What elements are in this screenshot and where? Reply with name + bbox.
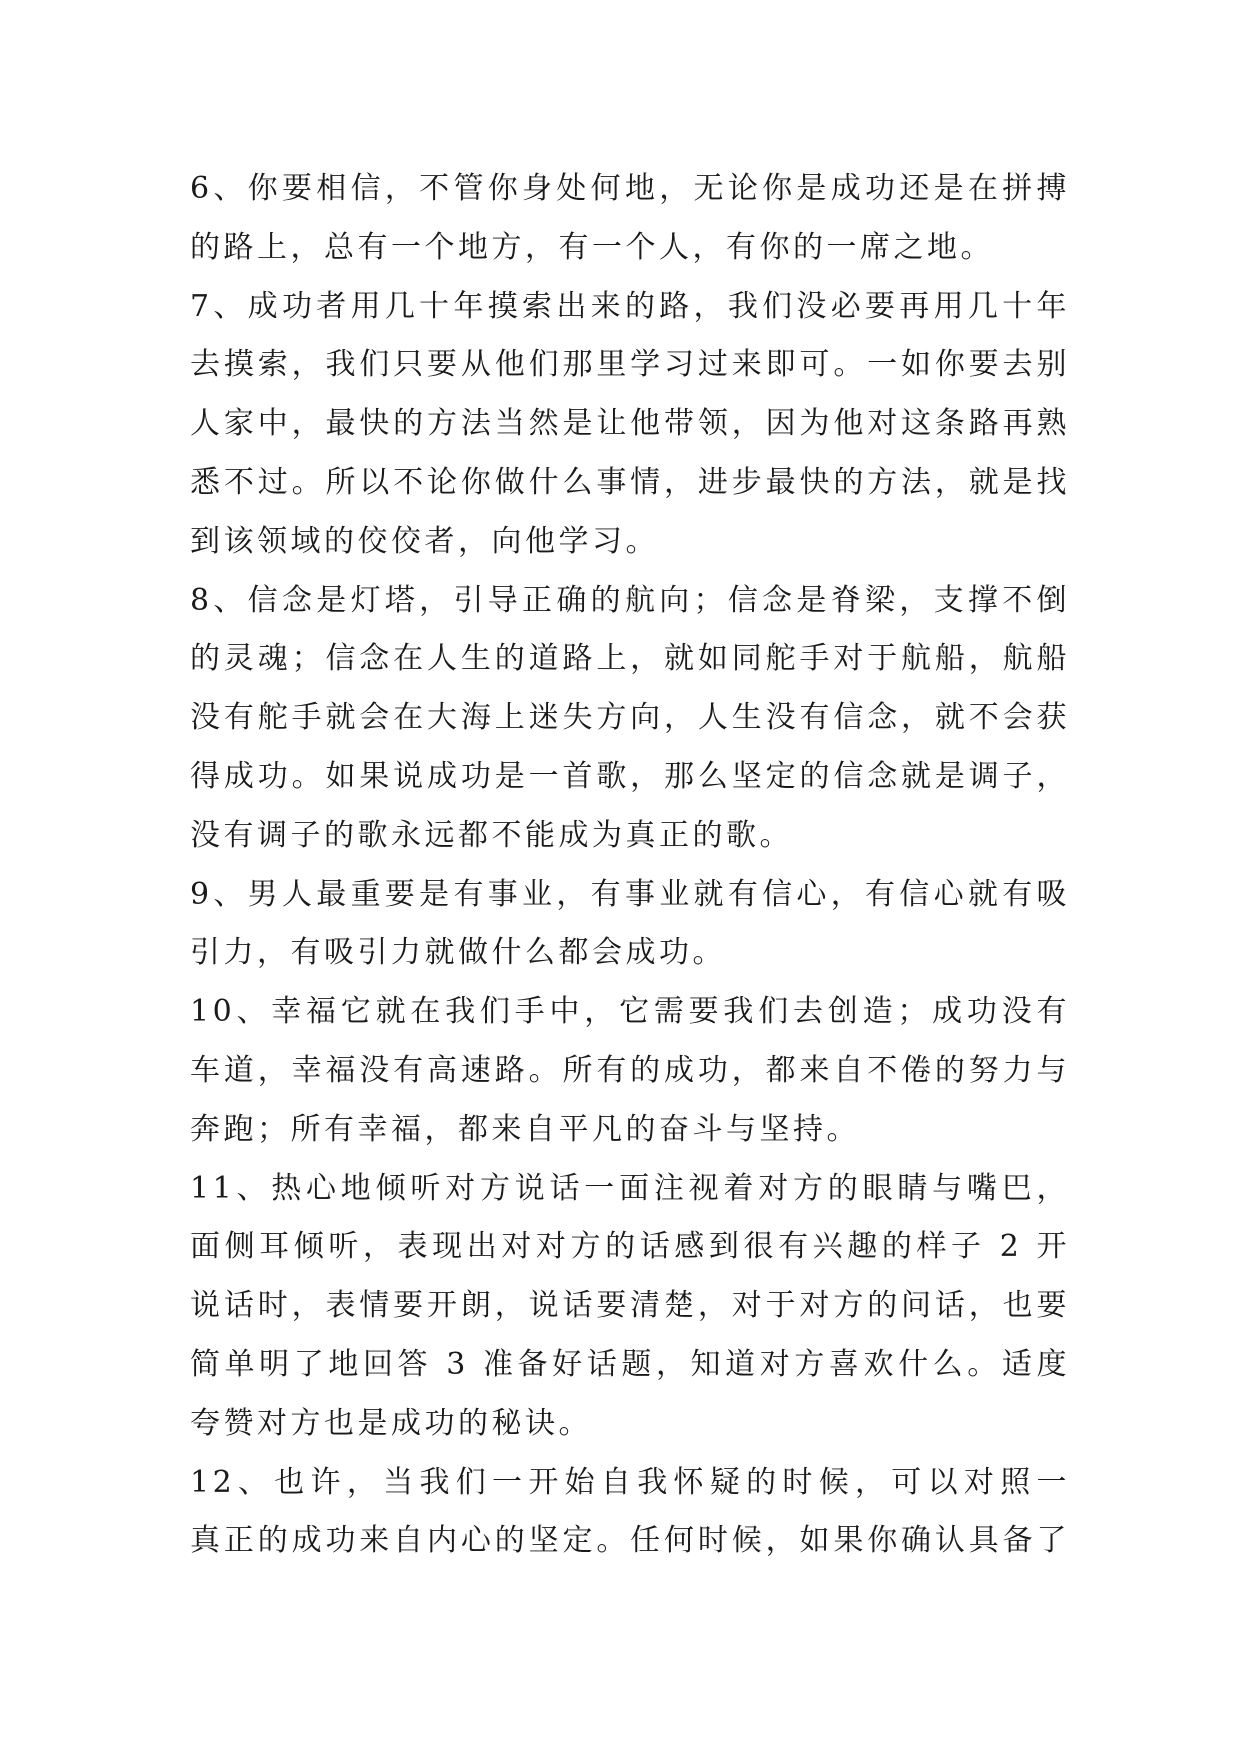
paragraph-11 <box>190 1160 1070 1454</box>
text-line: 简单明了地回答 3 准备好话题，知道对方喜欢什么。适度 <box>190 1346 1070 1382</box>
text-line: 引力，有吸引力就做什么都会成功。 <box>190 935 726 971</box>
text-line: 9、男人最重要是有事业，有事业就有信心，有信心就有吸 <box>190 876 1070 912</box>
paragraph-6 <box>190 160 1070 278</box>
text-line: 悉不过。所以不论你做什么事情，进步最快的方法，就是找 <box>190 464 1070 500</box>
text-line: 真正的成功来自内心的坚定。任何时候，如果你确认具备了 <box>190 1523 1070 1559</box>
paragraph-7 <box>190 278 1070 572</box>
text-line: 没有舵手就会在大海上迷失方向，人生没有信念，就不会获 <box>190 700 1070 736</box>
text-line: 的灵魂；信念在人生的道路上，就如同舵手对于航船，航船 <box>190 641 1070 677</box>
text-line: 10、幸福它就在我们手中，它需要我们去创造；成功没有 <box>190 994 1070 1030</box>
document-body <box>190 160 1070 1571</box>
text-line: 说话时，表情要开朗，说话要清楚，对于对方的问话，也要 <box>190 1288 1070 1324</box>
text-line: 12、也许，当我们一开始自我怀疑的时候，可以对照一 <box>190 1464 1070 1500</box>
text-line: 到该领域的佼佼者，向他学习。 <box>190 523 659 559</box>
text-line: 6、你要相信，不管你身处何地，无论你是成功还是在拼搏 <box>190 171 1070 206</box>
paragraph-9 <box>190 866 1070 984</box>
text-line: 11、热心地倾听对方说话一面注视着对方的眼睛与嘴巴， <box>190 1170 1070 1206</box>
text-line: 8、信念是灯塔，引导正确的航向；信念是脊梁，支撑不倒 <box>190 582 1070 618</box>
text-line: 7、成功者用几十年摸索出来的路，我们没必要再用几十年 <box>190 288 1070 324</box>
text-line: 面侧耳倾听，表现出对对方的话感到很有兴趣的样子 2 开 <box>190 1229 1070 1265</box>
text-line: 得成功。如果说成功是一首歌，那么坚定的信念就是调子， <box>190 758 1070 794</box>
text-line: 夸赞对方也是成功的秘诀。 <box>190 1405 592 1441</box>
text-line: 去摸索，我们只要从他们那里学习过来即可。一如你要去别 <box>190 347 1070 383</box>
paragraph-12 <box>190 1454 1070 1572</box>
text-line: 没有调子的歌永远都不能成为真正的歌。 <box>190 817 793 853</box>
text-line: 车道，幸福没有高速路。所有的成功，都来自不倦的努力与 <box>190 1052 1070 1088</box>
paragraph-8 <box>190 572 1070 866</box>
text-line: 的路上，总有一个地方，有一个人，有你的一席之地。 <box>190 229 994 265</box>
text-line: 奔跑；所有幸福，都来自平凡的奋斗与坚持。 <box>190 1111 860 1147</box>
paragraph-10 <box>190 983 1070 1159</box>
text-line: 人家中，最快的方法当然是让他带领，因为他对这条路再熟 <box>190 406 1070 442</box>
